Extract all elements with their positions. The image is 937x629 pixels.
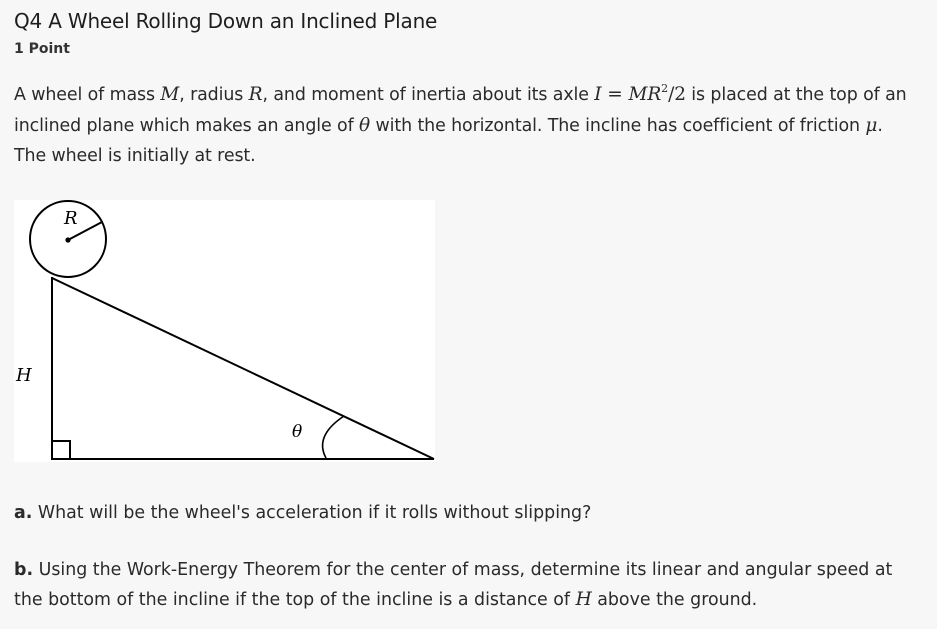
math-over-two: /2 bbox=[668, 84, 686, 105]
math-radius: R bbox=[248, 84, 263, 105]
question-points: 1 Point bbox=[14, 41, 70, 57]
problem-text-2: , radius bbox=[179, 85, 249, 105]
incline-diagram-svg bbox=[14, 200, 435, 462]
math-mr: MR bbox=[628, 84, 662, 105]
label-radius: R bbox=[64, 208, 78, 229]
math-height: H bbox=[575, 589, 592, 610]
math-square: 2 bbox=[661, 82, 669, 95]
part-a-question bbox=[14, 498, 591, 528]
math-inertia: I bbox=[594, 84, 602, 105]
part-b-text-1: Using the Work-Energy Theorem for the center of mass, determine its linear and angular speed at the bottom of the incline if the top of the incline is a distance of bbox=[14, 560, 893, 610]
wheel-axle-dot bbox=[65, 237, 70, 242]
problem-text-1: A wheel of mass bbox=[14, 85, 161, 105]
right-angle-marker bbox=[52, 441, 70, 459]
math-equals: = bbox=[601, 84, 629, 105]
label-angle: θ bbox=[292, 422, 303, 442]
part-b-question bbox=[14, 555, 919, 615]
part-b-text-2: above the ground. bbox=[591, 590, 758, 610]
question-title: Q4 A Wheel Rolling Down an Inclined Plane bbox=[14, 9, 438, 33]
problem-statement bbox=[14, 80, 914, 172]
math-theta: θ bbox=[359, 114, 371, 136]
problem-text-6: . The wheel is initially at rest. bbox=[14, 115, 883, 166]
angle-arc bbox=[323, 416, 344, 458]
math-mass: M bbox=[160, 84, 180, 105]
math-mu: μ bbox=[865, 114, 878, 136]
label-height: H bbox=[16, 365, 32, 386]
problem-text-4: is placed at the top of an inclined plane which makes an angle of bbox=[14, 85, 907, 136]
incline-diagram bbox=[14, 200, 435, 462]
problem-text-3: , and moment of inertia about its axle bbox=[262, 85, 595, 105]
problem-text-5: with the horizontal. The incline has coefficient of friction bbox=[370, 115, 866, 136]
part-b-label: b. bbox=[14, 560, 34, 580]
incline-slope bbox=[52, 278, 434, 459]
part-a-text: What will be the wheel's acceleration if it rolls without slipping? bbox=[32, 503, 592, 523]
part-a-label: a. bbox=[14, 503, 33, 523]
